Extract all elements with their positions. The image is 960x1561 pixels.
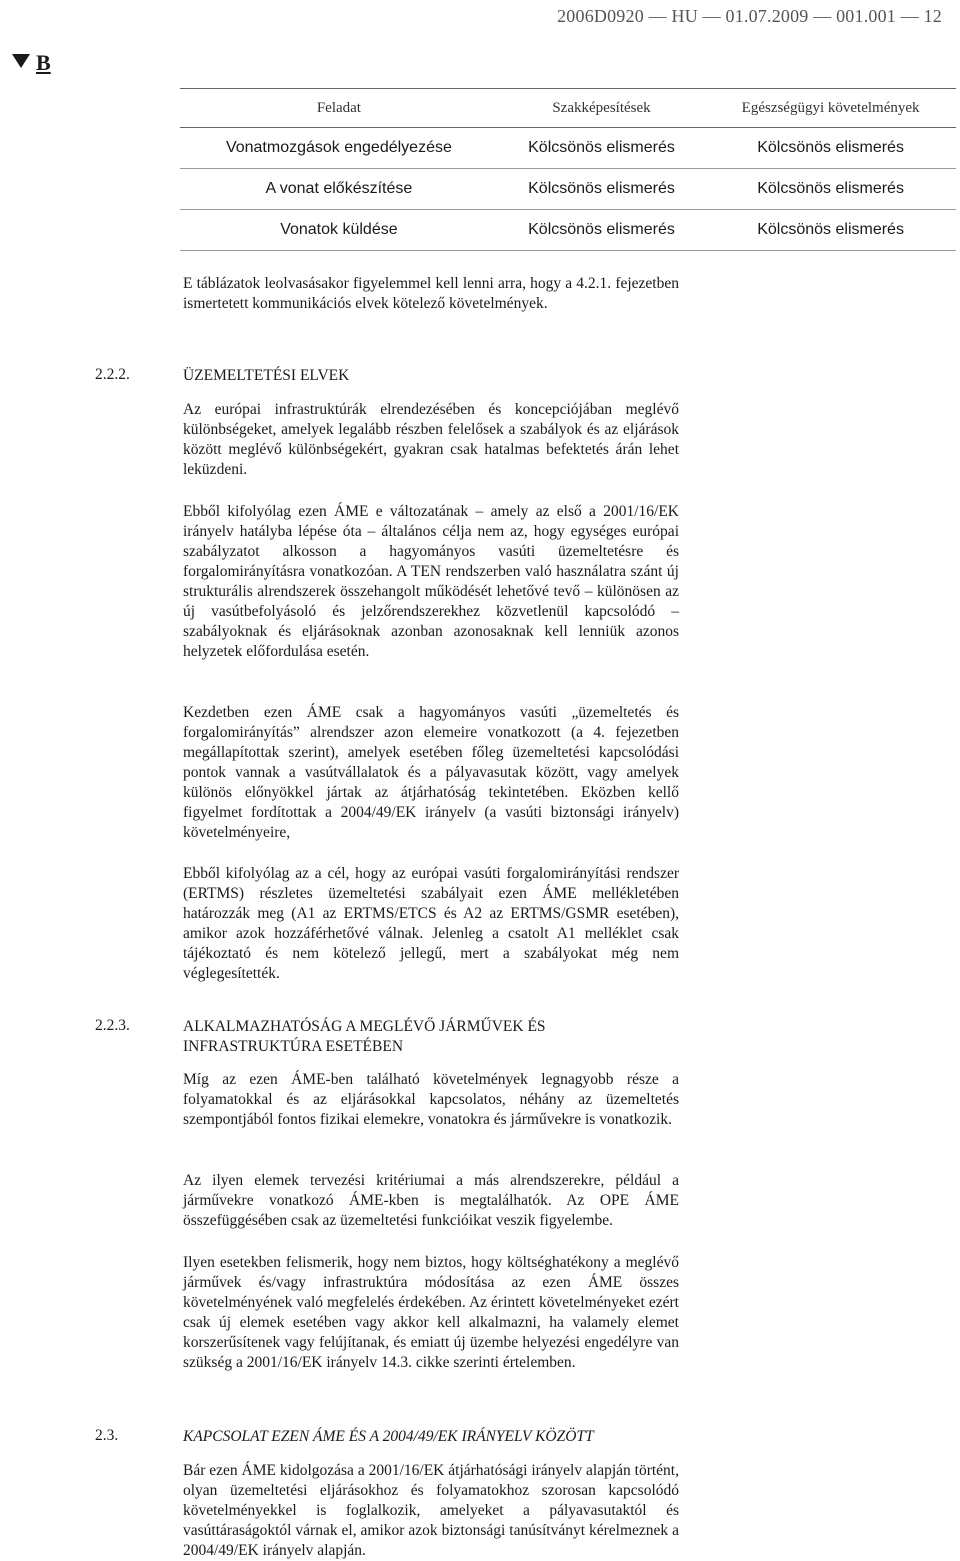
paragraph: Míg az ezen ÁME-ben található követelmények legnagyobb része a folyamatokkal és az eljárásokkal kapcsolatos, néhány az üzemeltetés szempontjából fontos fizikai elemekre, vonatokra és járművekre is vonatkozik. xyxy=(183,1071,679,1128)
paragraph: Az európai infrastruktúrák elrendezésében és koncepciójában meglévő különbségeket, amelyek legalább részben felelősek a szabályok és az eljárások között meglévő különbségekért, gyakran csak hatalmas befektetés árán lehet leküzdeni. xyxy=(183,401,679,478)
paragraph: Bár ezen ÁME kidolgozása a 2001/16/EK átjárhatósági irányelv alapján történt, olyan üzemeltetési eljárásokhoz és folyamatokhoz szorosan kapcsolódó követelményekkel is foglalkozik, amelyeket a pályavasutaktól és vasúttáraságoktól várnak el, amikor azok biztonsági tanúsítványt kérelmeznek a 2004/49/EK irányelv alapján. xyxy=(183,1462,679,1559)
paragraph: Ebből kifolyólag ezen ÁME e változatának – amely az első a 2001/16/EK irányelv hatályba lépése óta – általános célja nem az, hogy egységes európai szabályzatot alkosson a hagyományos vasúti üzemeltetésre és forgalomirányításra vonatkozóan. A TEN rendszerben való használatra szánt új strukturális alrendszerek összehangolt működését lehetővé tevő – különösen az új vasútbefolyásoló és jelzőrendszerekhez közvetlenül kapcsolódó – szabályoknak és eljárásoknak azonban azonosaknak kell lenniük azonos helyzetek előfordulása esetén. xyxy=(183,503,679,660)
paragraph: Kezdetben ezen ÁME csak a hagyományos vasúti „üzemeltetés és forgalomirányítás” alrendszer azon elemeire vonatkozott (a 4. fejezetben megállapítottak szerint), amelyek esetében főleg üzemeltetési kapcsolódási pontok vannak a vasútvállalatok és a pályavasutak között, vagy amelyek különös előnyökkel jártak az átjárhatóság tekintetében. Eközben kellő figyelmet fordítottak a 2004/49/EK irányelv (a vasúti biztonsági irányelv) követelményeire, xyxy=(183,704,679,841)
section-number: 2.3. xyxy=(95,1427,119,1444)
section-number: 2.2.3. xyxy=(95,1017,130,1034)
section-number: 2.2.2. xyxy=(95,366,130,383)
table-note: E táblázatok leolvasásakor figyelemmel kell lenni arra, hogy a 4.2.1. fejezetben ismertetett kommunikációs elvek kötelező követelmények. xyxy=(183,275,679,312)
table-row xyxy=(180,169,956,210)
requirements-table xyxy=(180,88,956,251)
table-header-row xyxy=(180,89,956,128)
table-cell: Kölcsönös elismerés xyxy=(705,128,956,169)
col-header-health: Egészségügyi követelmények xyxy=(705,89,956,128)
document-header-ref: 2006D0920 — HU — 01.07.2009 — 001.001 — 12 xyxy=(557,6,942,26)
table-row xyxy=(180,210,956,251)
table-cell: Kölcsönös elismerés xyxy=(498,128,705,169)
table-cell: Kölcsönös elismerés xyxy=(705,210,956,251)
section-title: KAPCSOLAT EZEN ÁME ÉS A 2004/49/EK IRÁNYELV KÖZÖTT xyxy=(183,1428,594,1445)
section-title: ÜZEMELTETÉSI ELVEK xyxy=(183,367,350,384)
table-cell: Kölcsönös elismerés xyxy=(498,169,705,210)
section-title: ALKALMAZHATÓSÁG A MEGLÉVŐ JÁRMŰVEK ÉS INFRASTRUKTÚRA ESETÉBEN xyxy=(183,1018,546,1055)
table-cell: Vonatmozgások engedélyezése xyxy=(180,128,498,169)
col-header-qualifications: Szakképesítések xyxy=(498,89,705,128)
table-row xyxy=(180,128,956,169)
table-cell: Kölcsönös elismerés xyxy=(705,169,956,210)
amendment-marker xyxy=(12,50,51,76)
paragraph: Az ilyen elemek tervezési kritériumai a más alrendszerekre, például a járművekre vonatkozó ÁME-kben is megtalálhatók. Az OPE ÁME összefüggésében csak az üzemeltetési funkcióikat veszik figyelembe. xyxy=(183,1172,679,1229)
amendment-letter: B xyxy=(36,50,51,75)
col-header-task: Feladat xyxy=(180,89,498,128)
table-cell: A vonat előkészítése xyxy=(180,169,498,210)
paragraph: Ilyen esetekben felismerik, hogy nem biztos, hogy költséghatékony a meglévő járművek és/vagy infrastruktúra módosítása az ezen ÁME összes követelményének való megfelelés érdekében. Az érintett követelményeket ezért csak új elemek esetében vagy akkor kell alkalmazni, ha valamely elemet korszerűsítenek vagy felújítanak, és emiatt új üzembe helyezési engedélyre van szükség a 2001/16/EK irányelv 14.3. cikke szerinti értelemben. xyxy=(183,1254,679,1371)
table-cell: Vonatok küldése xyxy=(180,210,498,251)
triangle-down-icon xyxy=(12,54,30,68)
table-cell: Kölcsönös elismerés xyxy=(498,210,705,251)
paragraph: Ebből kifolyólag az a cél, hogy az európai vasúti forgalomirányítási rendszer (ERTMS) részletes üzemeltetési szabályait ezen ÁME mellékletében határozzák meg (A1 az ERTMS/ETCS és A2 az ERTMS/GSMR esetében), amikor azok hozzáférhetővé válnak. Jelenleg a csatolt A1 melléklet csak tájékoztató és nem kötelező jellegű, mert a szabályokat még nem véglegesítették. xyxy=(183,865,679,982)
